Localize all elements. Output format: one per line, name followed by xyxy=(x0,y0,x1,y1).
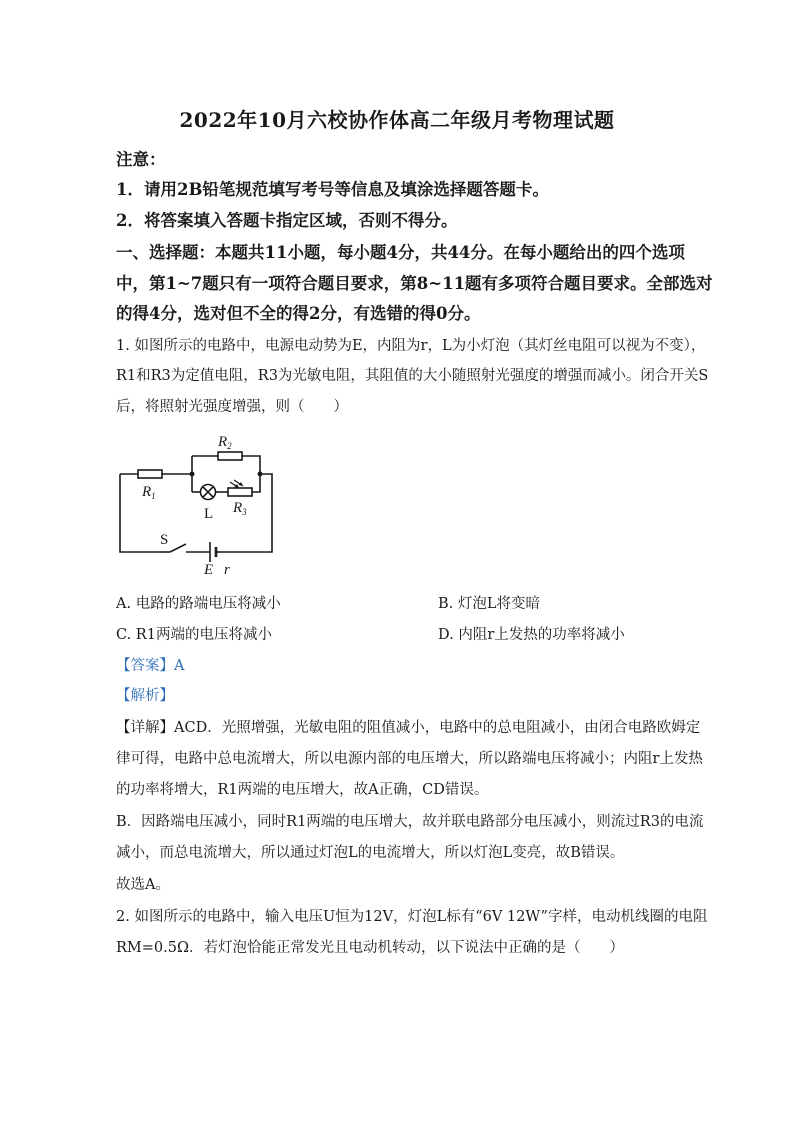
r2-resistor xyxy=(218,452,242,460)
q1-stem-line-1: 1. 如图所示的电路中，电源电动势为E，内阻为r，L为小灯泡（其灯丝电阻可以视为不变）， xyxy=(116,338,706,354)
switch-symbol xyxy=(170,544,186,552)
q1-answer: 【答案】A xyxy=(116,658,185,674)
q1-option-d: D. 内阻r上发热的功率将减小 xyxy=(438,627,625,643)
page-title: 2022年10月六校协作体高二年级月考物理试题 xyxy=(179,108,615,132)
section-intro-line-3: 的得4分，选对但不全的得2分，有选错的得0分。 xyxy=(116,304,481,323)
r3-label: R xyxy=(233,500,243,516)
q1-option-c: C. R1两端的电压将减小 xyxy=(116,627,272,643)
r1-resistor xyxy=(138,470,162,478)
q1-stem-line-2: R1和R3为定值电阻，R3为光敏电阻，其阻值的大小随照射光强度的增强而减小。闭合开关S xyxy=(116,368,709,384)
r2-label: R xyxy=(218,434,228,450)
r3-label-sub: 3 xyxy=(242,507,247,517)
q1-analysis-line-1: 【详解】ACD．光照增强，光敏电阻的阻值减小，电路中的总电阻减小，由闭合电路欧姆定 xyxy=(116,720,701,736)
r2-label-sub: 2 xyxy=(227,441,232,451)
notice-item-1: 1．请用2B铅笔规范填写考号等信息及填涂选择题答题卡。 xyxy=(116,180,549,199)
emf-label: E xyxy=(204,562,214,578)
q1-circuit-diagram xyxy=(110,430,290,580)
q1-option-a: A. 电路的路端电压将减小 xyxy=(116,596,281,612)
q2-stem-line-2: RM=0.5Ω．若灯泡恰能正常发光且电动机转动，以下说法中正确的是（ ） xyxy=(116,940,624,956)
q1-analysis-line-6: 故选A。 xyxy=(116,877,170,893)
q1-stem-line-3: 后，将照射光强度增强，则（ ） xyxy=(116,399,348,415)
q1-analysis-line-3: 的功率将增大，R1两端的电压增大，故A正确，CD错误。 xyxy=(116,782,489,798)
svg-text:R2 xyxy=(217,434,232,451)
q1-analysis-line-4: B．因路端电压减小，同时R1两端的电压增大，故并联电路部分电压减小，则流过R3的电流 xyxy=(116,814,704,830)
notice-heading: 注意： xyxy=(116,150,166,169)
internal-resistance-label: r xyxy=(224,562,230,578)
svg-text:R3 xyxy=(232,500,247,517)
notice-item-2: 2．将答案填入答题卡指定区域，否则不得分。 xyxy=(116,211,458,230)
section-intro-line-1: 一、选择题：本题共11小题，每小题4分，共44分。在每小题给出的四个选项 xyxy=(116,243,685,262)
lamp-label: L xyxy=(204,506,214,522)
q1-option-b: B. 灯泡L将变暗 xyxy=(438,596,541,612)
q1-analysis-line-2: 律可得，电路中总电流增大，所以电源内部的电压增大，所以路端电压将减小；内阻r上发热 xyxy=(116,751,703,767)
q1-analysis-line-5: 减小，而总电流增大，所以通过灯泡L的电流增大，所以灯泡L变亮，故B错误。 xyxy=(116,845,625,861)
q1-analysis-heading: 【解析】 xyxy=(116,688,174,704)
q2-stem-line-1: 2. 如图所示的电路中，输入电压U恒为12V，灯泡L标有“6V 12W”字样，电动机线圈的电阻 xyxy=(116,909,708,925)
left-wire xyxy=(120,474,162,552)
r1-label-sub: 1 xyxy=(151,491,156,501)
r1-label: R xyxy=(142,484,152,500)
section-intro-line-2: 中，第1~7题只有一项符合题目要求，第8~11题有多项符合题目要求。全部选对 xyxy=(116,274,713,293)
switch-label: S xyxy=(160,532,169,548)
r3-resistor xyxy=(228,488,252,496)
svg-text:R1 xyxy=(141,484,156,501)
